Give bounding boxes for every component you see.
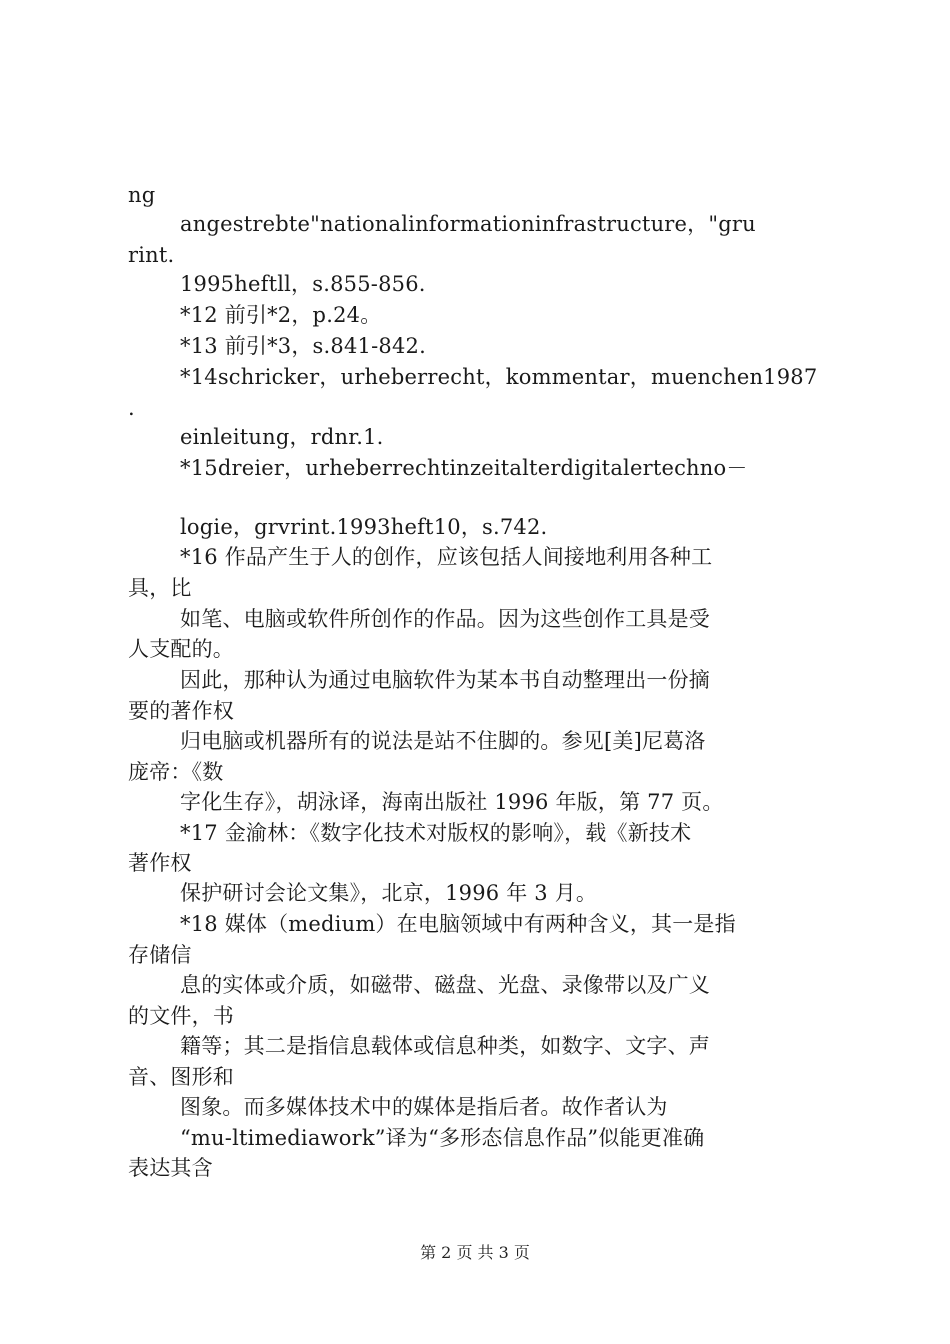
- text-line: *18 媒体（medium）在电脑领域中有两种含义，其一是指: [180, 912, 736, 936]
- text-line: 图象。而多媒体技术中的媒体是指后者。故作者认为: [180, 1095, 668, 1119]
- text-line: 音、图形和: [128, 1065, 234, 1089]
- text-line: .: [128, 396, 135, 420]
- text-line: 存储信: [128, 943, 192, 967]
- text-line: *15dreier，urheberrechtinzeitalterdigitalertechno－: [180, 456, 748, 480]
- text-line: “mu-ltimediawork”译为“多形态信息作品”似能更准确: [180, 1126, 705, 1150]
- text-line: 如笔、电脑或软件所创作的作品。因为这些创作工具是受: [180, 607, 710, 631]
- text-line: 具，比: [128, 576, 192, 600]
- text-line: *17 金渝林：《数字化技术对版权的影响》，载《新技术: [180, 821, 692, 845]
- text-line: *13 前引*3，s.841-842.: [180, 334, 426, 358]
- text-line: 人支配的。: [128, 637, 234, 661]
- text-line: 的文件，书: [128, 1004, 234, 1028]
- text-line: 归电脑或机器所有的说法是站不住脚的。参见[美]尼葛洛: [180, 729, 706, 753]
- text-line: 因此，那种认为通过电脑软件为某本书自动整理出一份摘: [180, 668, 710, 692]
- text-line: *14schricker，urheberrecht，kommentar，muenchen1987: [180, 365, 818, 389]
- text-line: 著作权: [128, 851, 192, 875]
- page-footer: 第 2 页 共 3 页: [420, 1243, 530, 1262]
- text-line: 庞帝：《数: [128, 760, 224, 784]
- text-line: angestrebte"nationalinformationinfrastructure，"gru: [180, 212, 756, 236]
- text-line: 息的实体或介质，如磁带、磁盘、光盘、录像带以及广义: [180, 973, 710, 997]
- text-line: logie，grvrint.1993heft10，s.742.: [180, 515, 548, 539]
- text-line: 表达其含: [128, 1156, 213, 1180]
- text-line: 保护研讨会论文集》，北京，1996 年 3 月。: [180, 881, 598, 905]
- text-line: 字化生存》，胡泳译，海南出版社 1996 年版，第 77 页。: [180, 790, 724, 814]
- text-line: einleitung，rdnr.1.: [180, 425, 384, 449]
- text-line: *12 前引*2，p.24。: [180, 303, 382, 327]
- text-line: 1995heftll，s.855-856.: [180, 272, 426, 296]
- text-line: 籍等；其二是指信息载体或信息种类，如数字、文字、声: [180, 1034, 710, 1058]
- text-line: rint.: [128, 243, 175, 267]
- text-line: ng: [128, 183, 156, 207]
- text-line: 要的著作权: [128, 699, 234, 723]
- text-line: *16 作品产生于人的创作，应该包括人间接地利用各种工: [180, 545, 713, 569]
